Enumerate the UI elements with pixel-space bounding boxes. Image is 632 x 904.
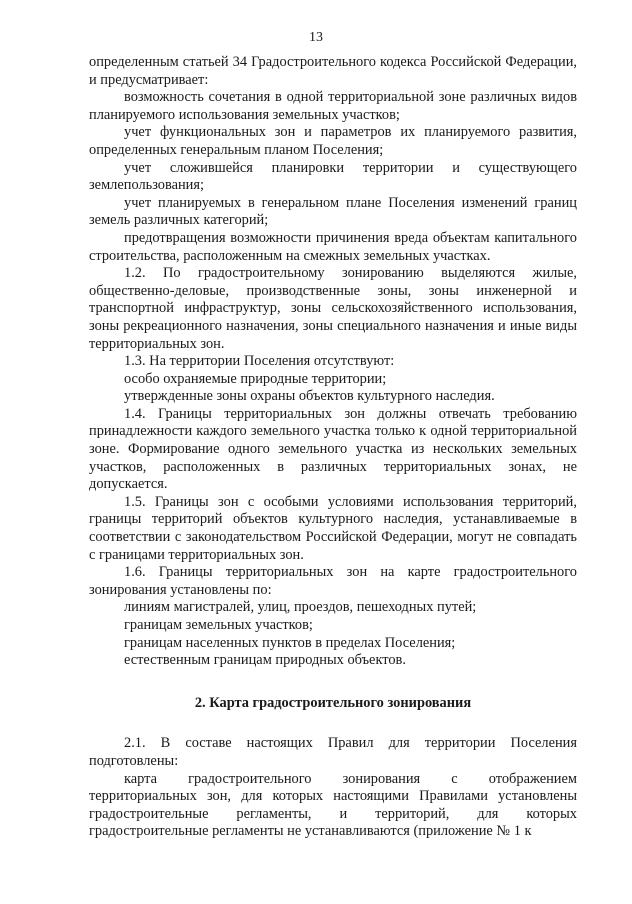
paragraph: определенным статьей 34 Градостроительного кодекса Российской Федерации, и предусматривает: [89,54,577,88]
page-number: 13 [309,30,323,45]
paragraph: учет сложившейся планировки территории и существующего землепользования; [89,159,577,194]
paragraph: линиям магистралей, улиц, проездов, пешеходных путей; [124,599,477,616]
paragraph: 2.1. В составе настоящих Правил для территории Поселения подготовлены: [89,735,577,769]
paragraph: предотвращения возможности причинения вреда объектам капитального строительства, расположенным на смежных земельных участках. [89,229,577,264]
paragraph: 1.6. Границы территориальных зон на карте градостроительного зонирования установлены по: [89,564,577,598]
paragraph: 1.5. Границы зон с особыми условиями использования территорий, границы территорий объектов культурного наследия, устанавливаемые в соответствии с законодательством Российской Федерации, могут не совпадать с границами территориальных зон. [89,493,577,563]
paragraph: 1.3. На территории Поселения отсутствуют: [124,353,395,370]
paragraph: утвержденные зоны охраны объектов культурного наследия. [124,388,495,405]
paragraph: границам земельных участков; [124,617,313,633]
paragraph: учет функциональных зон и параметров их планируемого развития, определенных генеральным планом Поселения; [89,124,577,158]
paragraph: естественным границам природных объектов. [124,652,406,669]
paragraph: 1.4. Границы территориальных зон должны отвечать требованию принадлежности каждого земельного участка только к одной территориальной зоне. Формирование одного земельного участка из нескольких земельных участков, расположенных в различных территориальных зонах, не допускается. [89,405,577,493]
section-heading: 2. Карта градостроительного зонирования [194,694,472,711]
paragraph-group-top [89,54,577,670]
paragraph: особо охраняемые природные территории; [124,370,387,387]
document-body [89,54,577,841]
paragraph: карта градостроительного зонирования с отображением территориальных зон, для которых настоящими Правилами установлены градостроительные регламенты, и территорий, для которых градостроительные регламенты не устанавливаются (приложение № 1 к [89,770,577,840]
paragraph: 1.2. По градостроительному зонированию выделяются жилые, общественно-деловые, производственные зоны, зоны инженерной и транспортной инфраструктур, зоны сельскохозяйственного использования, зоны рекреационного назначения, зоны специального назначения и иные виды территориальных зон. [89,265,577,352]
paragraph-group-bottom [89,735,577,841]
paragraph: учет планируемых в генеральном плане Поселения изменений границ земель различных категорий; [89,194,577,229]
paragraph: границам населенных пунктов в пределах Поселения; [124,634,456,651]
paragraph: возможность сочетания в одной территориальной зоне различных видов планируемого использования земельных участков; [89,89,577,123]
